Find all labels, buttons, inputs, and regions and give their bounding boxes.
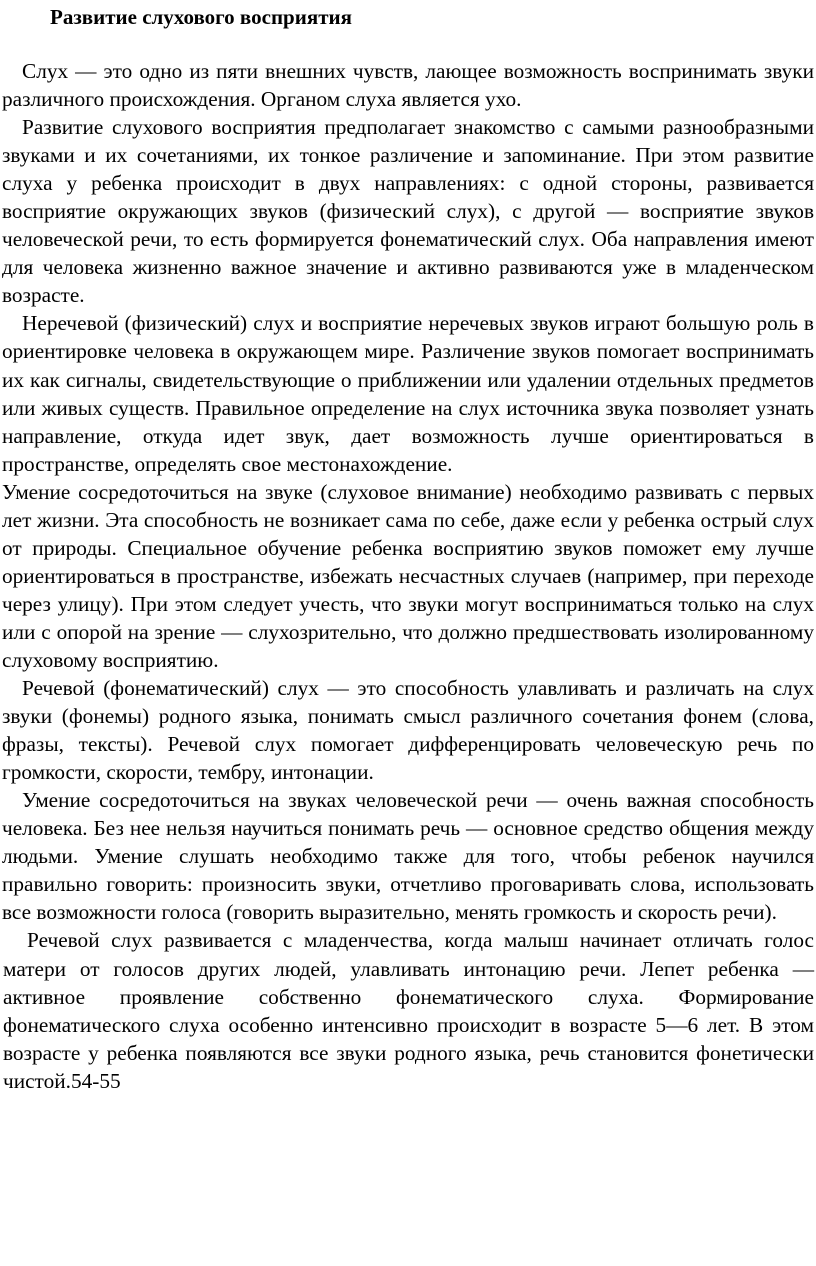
paragraph-speech-focus: Умение сосредоточиться на звуках человеческой речи — очень важная способность человека. Без нее нельзя научиться понимать речь — основное средство общения между людьми. Умение слушать необходимо также для того, чтобы ребенок научился правильно говорить: произносить звуки, отчетливо проговаривать слова, использовать все возможности голоса (говорить выразительно, менять громкость и скорость речи). xyxy=(2,788,814,925)
paragraph-non-speech-hearing: Неречевой (физический) слух и восприятие неречевых звуков играют большую роль в ориентировке человека в окружающем мире. Различение звуков помогает воспринимать их как сигналы, свидетельствующие о приближении или удалении отдельных предметов или живых существ. Правильное определение на слух источника звука позволяет узнать направление, откуда идет звук, дает возможность лучше ориентироваться в пространстве, определять свое местонахождение. xyxy=(2,311,814,476)
paragraph-auditory-attention: Умение сосредоточиться на звуке (слуховое внимание) необходимо развивать с первых лет жизни. Эта способность не возникает сама по себе, даже если у ребенка острый слух от природы. Специальное обучение ребенка восприятию звуков поможет ему лучше ориентироваться в пространстве, избежать несчастных случаев (например, при переходе через улицу). При этом следует учесть, что звуки могут восприниматься только на слух или с опорой на зрение — слухозрительно, что должно предшествовать изолированному слуховому восприятию. xyxy=(2,479,814,672)
paragraph-speech-hearing-development: Речевой слух развивается с младенчества, когда малыш начинает отличать голос матери от голосов других людей, улавливать интонацию речи. Лепет ребенка — активное проявление собственно фонематического слуха. Формирование фонематического слуха особенно интенсивно происходит в возрасте 5—6 лет. В этом возрасте у ребенка появляются все звуки родного языка, речь становится фонетически чистой.54-55 xyxy=(3,928,814,1093)
paragraph-hearing-definition: Слух — это одно из пяти внешних чувств, лающее возможность воспринимать звуки различного происхождения. Органом слуха является ухо. xyxy=(2,59,814,112)
document-body xyxy=(2,57,814,1095)
document-title: Развитие слухового восприятия xyxy=(50,5,352,29)
paragraph-auditory-perception-development: Развитие слухового восприятия предполагает знакомство с самыми разнообразными звуками и их сочетаниями, их тонкое различение и запоминание. При этом развитие слуха у ребенка происходит в двух направлениях: с одной стороны, развивается восприятие окружающих звуков (физический слух), с другой — восприятие звуков человеческой речи, то есть формируется фонематический слух. Оба направления имеют для человека жизненно важное значение и активно развиваются уже в младенческом возрасте. xyxy=(2,115,814,308)
paragraph-phonemic-hearing: Речевой (фонематический) слух — это способность улавливать и различать на слух звуки (фонемы) родного языка, понимать смысл различного сочетания фонем (слова, фразы, тексты). Речевой слух помогает дифференцировать человеческую речь по громкости, скорости, тембру, интонации. xyxy=(2,676,814,785)
